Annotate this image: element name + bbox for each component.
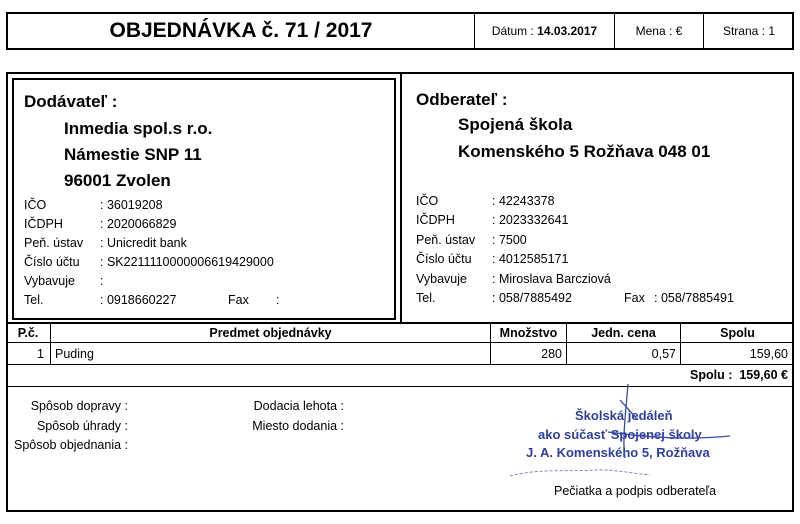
customer-tel-value: : 058/7885492 bbox=[492, 291, 572, 305]
payment-label: Spôsob úhrady : bbox=[36, 419, 128, 433]
signature-scribble bbox=[500, 380, 750, 490]
customer-contact-label: Vybavuje bbox=[416, 272, 467, 286]
customer-name: Spojená škola bbox=[458, 115, 573, 134]
supplier-heading: Dodávateľ : bbox=[24, 92, 118, 111]
row-total: 159,60 bbox=[749, 347, 788, 361]
supplier-contact-label: Vybavuje bbox=[24, 274, 75, 288]
stamp-line-1: Školská jedáleň bbox=[575, 408, 673, 423]
col-header-no: P.č. bbox=[17, 326, 39, 340]
document-title: OBJEDNÁVKA č. 71 / 2017 bbox=[109, 19, 373, 42]
customer-tel-label: Tel. bbox=[416, 291, 436, 305]
row-item: Puding bbox=[55, 347, 94, 361]
row-no: 1 bbox=[37, 347, 44, 361]
customer-fax-label: Fax bbox=[624, 291, 645, 305]
supplier-icdph-value: : 2020066829 bbox=[100, 217, 177, 231]
supplier-city: 96001 Zvolen bbox=[64, 171, 171, 190]
currency-value: € bbox=[675, 24, 683, 38]
col-header-total: Spolu bbox=[720, 326, 755, 340]
date-field: Dátum : 14.03.2017 bbox=[491, 24, 598, 38]
table-row bbox=[6, 343, 794, 364]
customer-fax-value: : 058/7885491 bbox=[654, 291, 734, 305]
stamp-line-2: ako súčasť Spojenej školy bbox=[538, 427, 702, 442]
header-bar bbox=[6, 12, 794, 50]
customer-icdph-label: IČDPH bbox=[416, 213, 455, 227]
supplier-name: Inmedia spol.s r.o. bbox=[64, 119, 213, 138]
customer-account-value: : 4012585171 bbox=[492, 252, 569, 266]
supplier-ico-value: : 36019208 bbox=[100, 198, 163, 212]
customer-contact-value: : Miroslava Barcziová bbox=[492, 272, 611, 286]
grand-total-label: Spolu : bbox=[690, 368, 733, 382]
delivery-time-label: Dodacia lehota : bbox=[253, 399, 344, 413]
customer-box bbox=[402, 78, 792, 320]
supplier-account-label: Číslo účtu bbox=[24, 255, 80, 269]
row-unit-price: 0,57 bbox=[651, 347, 676, 361]
supplier-bank-label: Peň. ústav bbox=[24, 236, 84, 250]
ordering-label: Spôsob objednania : bbox=[14, 438, 128, 452]
supplier-contact-value: : bbox=[100, 274, 104, 288]
col-header-unit-price: Jedn. cena bbox=[591, 326, 656, 340]
currency-field: Mena : € bbox=[635, 24, 683, 38]
supplier-icdph-label: IČDPH bbox=[24, 217, 63, 231]
supplier-tel-value: : 0918660227 bbox=[100, 293, 177, 307]
supplier-fax-value: : bbox=[276, 293, 280, 307]
supplier-ico-label: IČO bbox=[24, 198, 47, 212]
customer-bank-label: Peň. ústav bbox=[416, 233, 476, 247]
row-qty: 280 bbox=[541, 347, 562, 361]
grand-total-value: 159,60 € bbox=[739, 368, 788, 382]
customer-ico-value: : 42243378 bbox=[492, 194, 555, 208]
signature-label: Pečiatka a podpis odberateľa bbox=[554, 484, 717, 498]
supplier-fax-label: Fax bbox=[228, 293, 249, 307]
supplier-box bbox=[12, 78, 396, 320]
date-value: 14.03.2017 bbox=[537, 24, 598, 38]
customer-street: Komenského 5 Rožňava 048 01 bbox=[458, 142, 711, 161]
supplier-bank-value: : Unicredit bank bbox=[100, 236, 187, 250]
col-header-qty: Množstvo bbox=[499, 326, 558, 340]
transport-label: Spôsob dopravy : bbox=[30, 399, 128, 413]
delivery-place-label: Miesto dodania : bbox=[252, 419, 344, 433]
customer-account-label: Číslo účtu bbox=[416, 252, 472, 266]
col-header-item: Predmet objednávky bbox=[209, 326, 332, 340]
customer-bank-value: : 7500 bbox=[492, 233, 527, 247]
customer-ico-label: IČO bbox=[416, 194, 439, 208]
stamp-line-3: J. A. Komenského 5, Rožňava bbox=[526, 445, 710, 460]
supplier-tel-label: Tel. bbox=[24, 293, 44, 307]
supplier-street: Námestie SNP 11 bbox=[64, 145, 202, 164]
customer-heading: Odberateľ : bbox=[416, 90, 508, 109]
customer-icdph-value: : 2023332641 bbox=[492, 213, 569, 227]
page-field: Strana : 1 bbox=[722, 24, 776, 38]
items-table bbox=[6, 322, 794, 388]
page-value: 1 bbox=[768, 24, 776, 38]
supplier-account-value: : SK2211110000006619429000 bbox=[100, 255, 274, 269]
